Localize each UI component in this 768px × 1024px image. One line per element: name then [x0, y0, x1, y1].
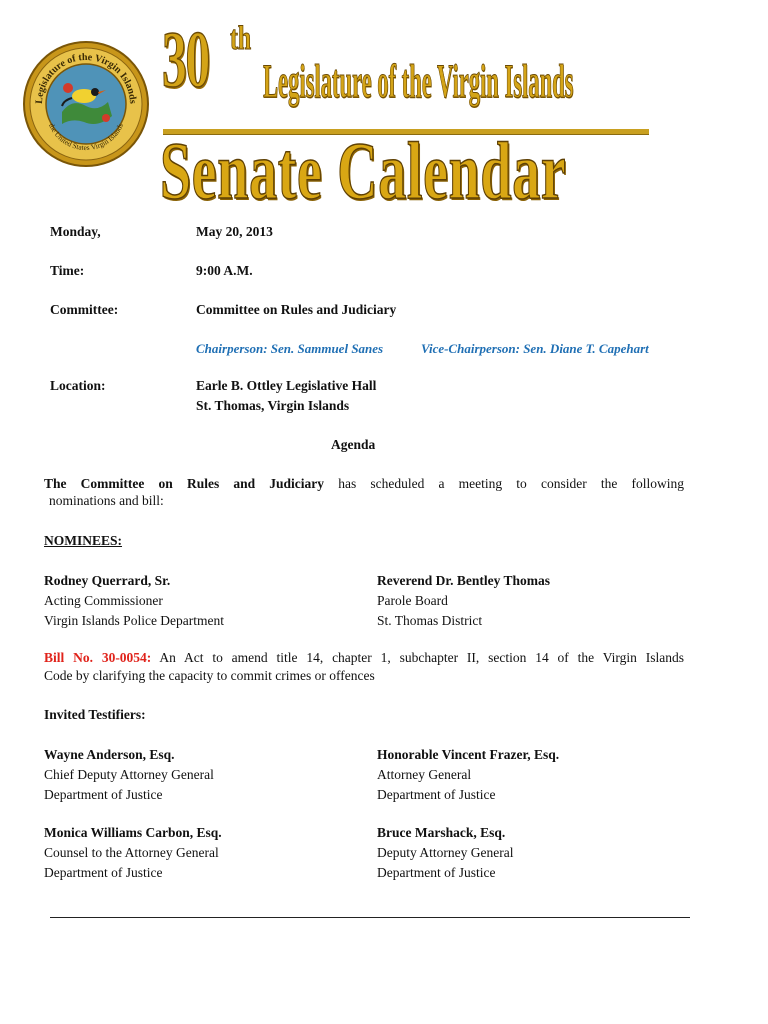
location-line-2: St. Thomas, Virgin Islands — [196, 398, 350, 413]
bill-number: Bill No. 30-0054: — [44, 650, 152, 665]
testifier-3 — [44, 823, 222, 883]
testifiers-heading: Invited Testifiers: — [44, 707, 146, 722]
testifier-name: Monica Williams Carbon, Esq. — [44, 825, 222, 840]
testifier-name: Bruce Marshack, Esq. — [377, 825, 506, 840]
legislature-number: 30 — [162, 16, 210, 104]
agenda-heading: Agenda — [331, 437, 376, 452]
testifier-role: Counsel to the Attorney General — [44, 845, 219, 860]
committee-name: Committee on Rules and Judiciary — [196, 302, 397, 317]
testifier-org: Department of Justice — [44, 865, 163, 880]
nominees-heading: NOMINEES: — [44, 533, 123, 548]
legislature-title: Legislature of the Virgin Islands — [263, 55, 574, 108]
nominee-2 — [377, 571, 550, 631]
location-label: Location: — [50, 378, 106, 393]
bill-line-1 — [44, 650, 684, 666]
senate-calendar-title: Senate Calendar — [160, 125, 567, 216]
agenda-intro-text: has scheduled a meeting to consider the following — [324, 476, 684, 491]
testifier-name: Honorable Vincent Frazer, Esq. — [377, 747, 560, 762]
testifier-org: Department of Justice — [377, 865, 496, 880]
nominee-name: Rodney Querrard, Sr. — [44, 573, 171, 588]
meeting-date: May 20, 2013 — [196, 224, 273, 239]
testifier-role: Attorney General — [377, 767, 472, 782]
testifier-org: Department of Justice — [44, 787, 163, 802]
agenda-intro-line-1 — [44, 476, 684, 492]
nominee-name: Reverend Dr. Bentley Thomas — [377, 573, 551, 588]
footer-divider — [50, 917, 690, 918]
testifier-org: Department of Justice — [377, 787, 496, 802]
testifier-role: Chief Deputy Attorney General — [44, 767, 214, 782]
testifier-name: Wayne Anderson, Esq. — [44, 747, 175, 762]
testifier-role: Deputy Attorney General — [377, 845, 514, 860]
legislature-seal-logo — [22, 40, 150, 168]
committee-label: Committee: — [50, 302, 119, 317]
legislature-number-suffix: th — [230, 20, 252, 57]
day-label: Monday, — [50, 224, 101, 239]
time-label: Time: — [50, 263, 85, 278]
vice-chairperson: Vice-Chairperson: Sen. Diane T. Capehart — [421, 341, 649, 356]
bill-text: An Act to amend title 14, chapter 1, subchapter II, section 14 of the Virgin Islands — [151, 650, 685, 665]
chairperson: Chairperson: Sen. Sammuel Sanes — [196, 341, 384, 356]
svg-text:the United States Virgin Islan: the United States Virgin Islands — [46, 121, 126, 153]
agenda-intro-committee: The Committee on Rules and Judiciary — [44, 476, 325, 491]
testifier-2 — [377, 745, 559, 805]
agenda-intro-line-2: nominations and bill: — [49, 493, 164, 508]
nominee-role: Parole Board — [377, 593, 448, 608]
nominee-role: Acting Commissioner — [44, 593, 163, 608]
svg-text:Legislature of the Virgin Isla: Legislature of the Virgin Islands — [33, 51, 139, 105]
bill-line-2: Code by clarifying the capacity to commit crimes or offences — [44, 668, 375, 683]
nominee-org: St. Thomas District — [377, 613, 483, 628]
meeting-time: 9:00 A.M. — [196, 263, 253, 278]
location-line-1: Earle B. Ottley Legislative Hall — [196, 378, 377, 393]
testifier-4 — [377, 823, 513, 883]
nominee-org: Virgin Islands Police Department — [44, 613, 225, 628]
testifier-1 — [44, 745, 214, 805]
nominee-1 — [44, 571, 224, 631]
